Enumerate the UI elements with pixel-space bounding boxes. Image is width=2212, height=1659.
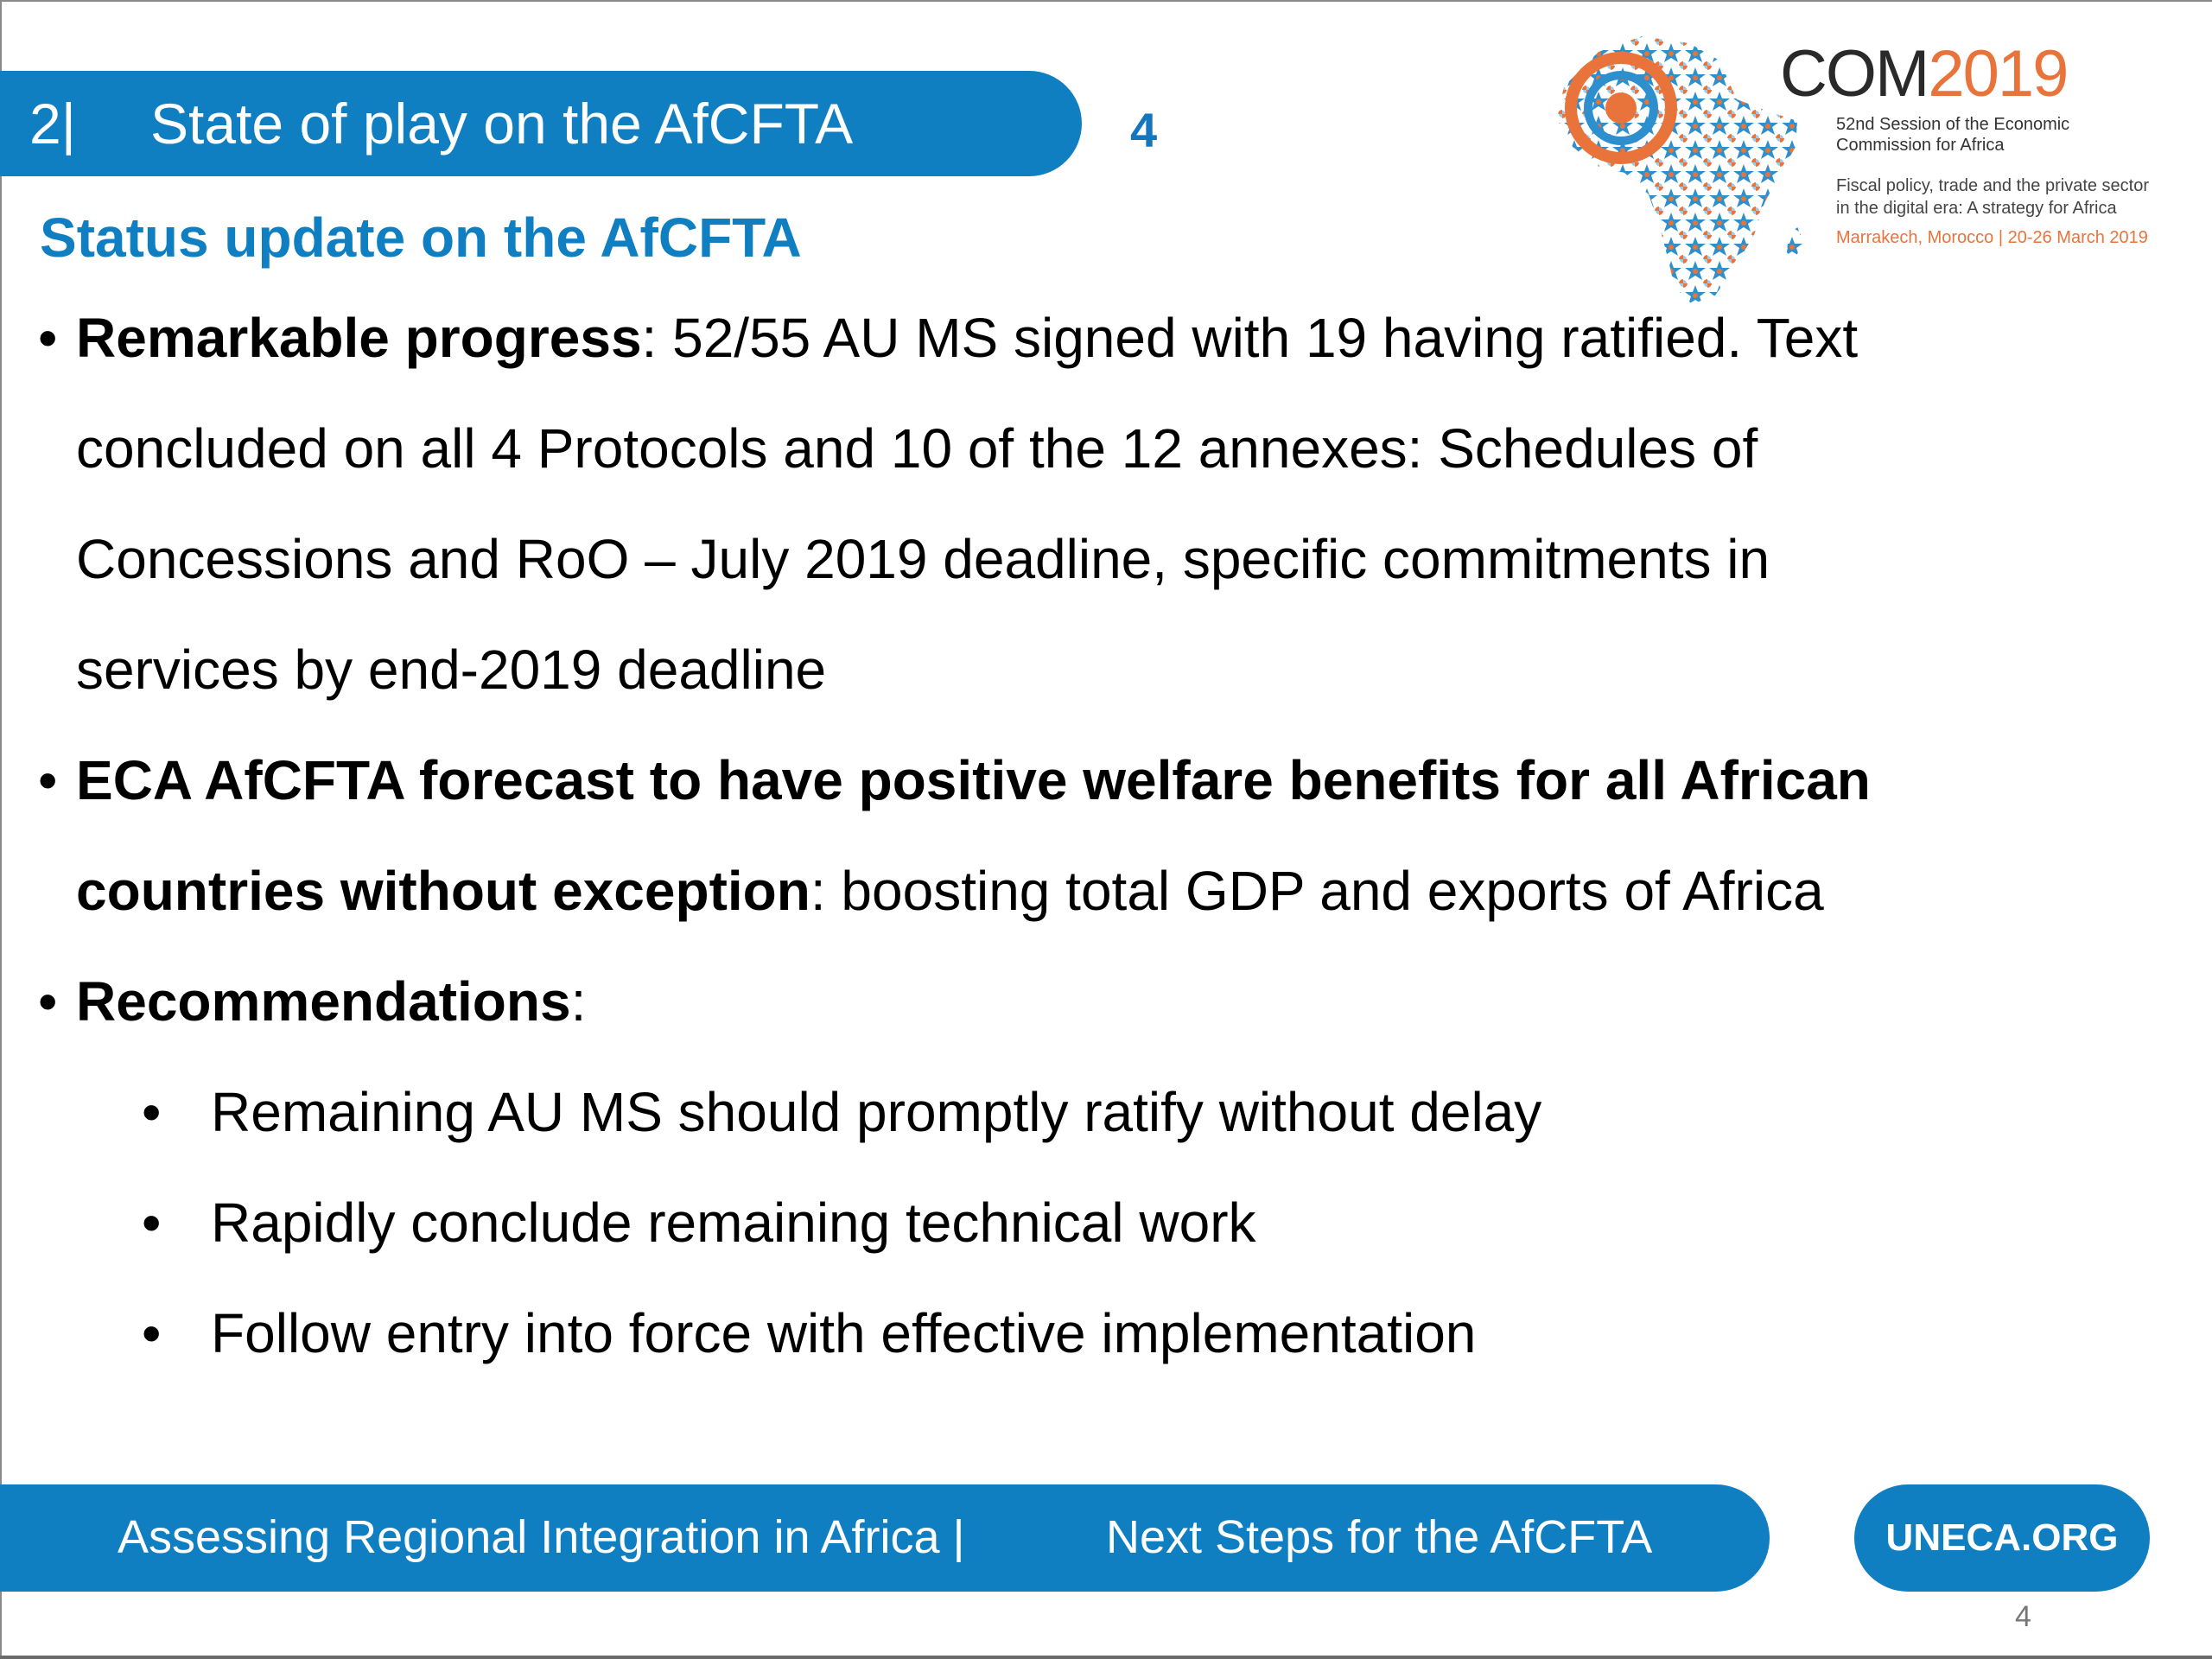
footer-right-text: Next Steps for the AfCFTA [1106, 1511, 1653, 1563]
bullet-line [76, 638, 826, 702]
bullet-marker: • [38, 970, 58, 1033]
bullet-bold-text: Recommendations [76, 970, 571, 1033]
bullet-bold-text: Remarkable progress [76, 307, 642, 369]
bullet-line [76, 306, 1858, 370]
bullet-text: services by end-2019 deadline [76, 639, 827, 701]
bullet-text: concluded on all 4 Protocols and 10 of the 12 annexes: Schedules of [76, 417, 1758, 480]
logo-title-year: 2019 [1928, 37, 2068, 111]
bullet-line [76, 748, 1871, 812]
uneca-link-button[interactable]: UNECA.ORG [1854, 1484, 2150, 1592]
bullet-marker: • [38, 749, 58, 811]
bullet-bold-text: ECA AfCFTA forecast to have positive welfare benefits for all African [76, 749, 1871, 811]
section-number: 2| [29, 92, 76, 156]
bullet-line [76, 859, 1824, 923]
bullet-text: : boosting total GDP and exports of Africa [810, 860, 1824, 922]
section-title: State of play on the AfCFTA [150, 92, 854, 156]
frame-top-edge [0, 0, 2212, 2]
logo-title-prefix: COM [1780, 37, 1929, 111]
logo-session-line2: Commission for Africa [1836, 136, 2005, 155]
sub-bullet-marker: • [142, 1192, 162, 1254]
section-header [0, 71, 1082, 176]
sub-bullet-text: Remaining AU MS should promptly ratify without delay [211, 1081, 1542, 1143]
logo-theme-line1: Fiscal policy, trade and the private sector [1836, 176, 2150, 195]
slide-subtitle: Status update on the AfCFTA [40, 207, 802, 269]
sub-bullet-text: Follow entry into force with effective implementation [211, 1302, 1477, 1364]
logo-theme [1836, 175, 2199, 219]
frame-left-edge [0, 0, 2, 1659]
page-number: 4 [2015, 1600, 2031, 1633]
logo-session-line1: 52nd Session of the Economic [1836, 115, 2070, 134]
footer-banner [0, 1484, 1770, 1592]
com2019-logo [1538, 17, 2195, 311]
logo-theme-line2: in the digital era: A strategy for Africa [1836, 199, 2117, 218]
frame-bottom-edge [0, 1656, 2212, 1659]
bullet-line [76, 969, 586, 1033]
bullet-marker: • [38, 307, 58, 369]
bullet-line [76, 416, 1758, 480]
logo-title [1780, 36, 2067, 111]
sub-bullet-text: Rapidly conclude remaining technical work [211, 1192, 1256, 1254]
slide-number-header: 4 [1130, 103, 1158, 157]
bullet-text: : [570, 970, 587, 1033]
bullet-bold-text: countries without exception [76, 860, 810, 922]
footer-left-text: Assessing Regional Integration in Africa | [118, 1511, 965, 1563]
bullet-text: Concessions and RoO – July 2019 deadline, specific commitments in [76, 528, 1770, 590]
logo-location: Marrakech, Morocco | 20-26 March 2019 [1836, 228, 2148, 247]
sub-bullet-marker: • [142, 1081, 162, 1143]
bullet-text: : 52/55 AU MS signed with 19 having ratified. Text [641, 307, 1859, 369]
logo-session [1836, 114, 2121, 156]
sub-bullet-marker: • [142, 1302, 162, 1364]
bullet-line [76, 527, 1770, 591]
